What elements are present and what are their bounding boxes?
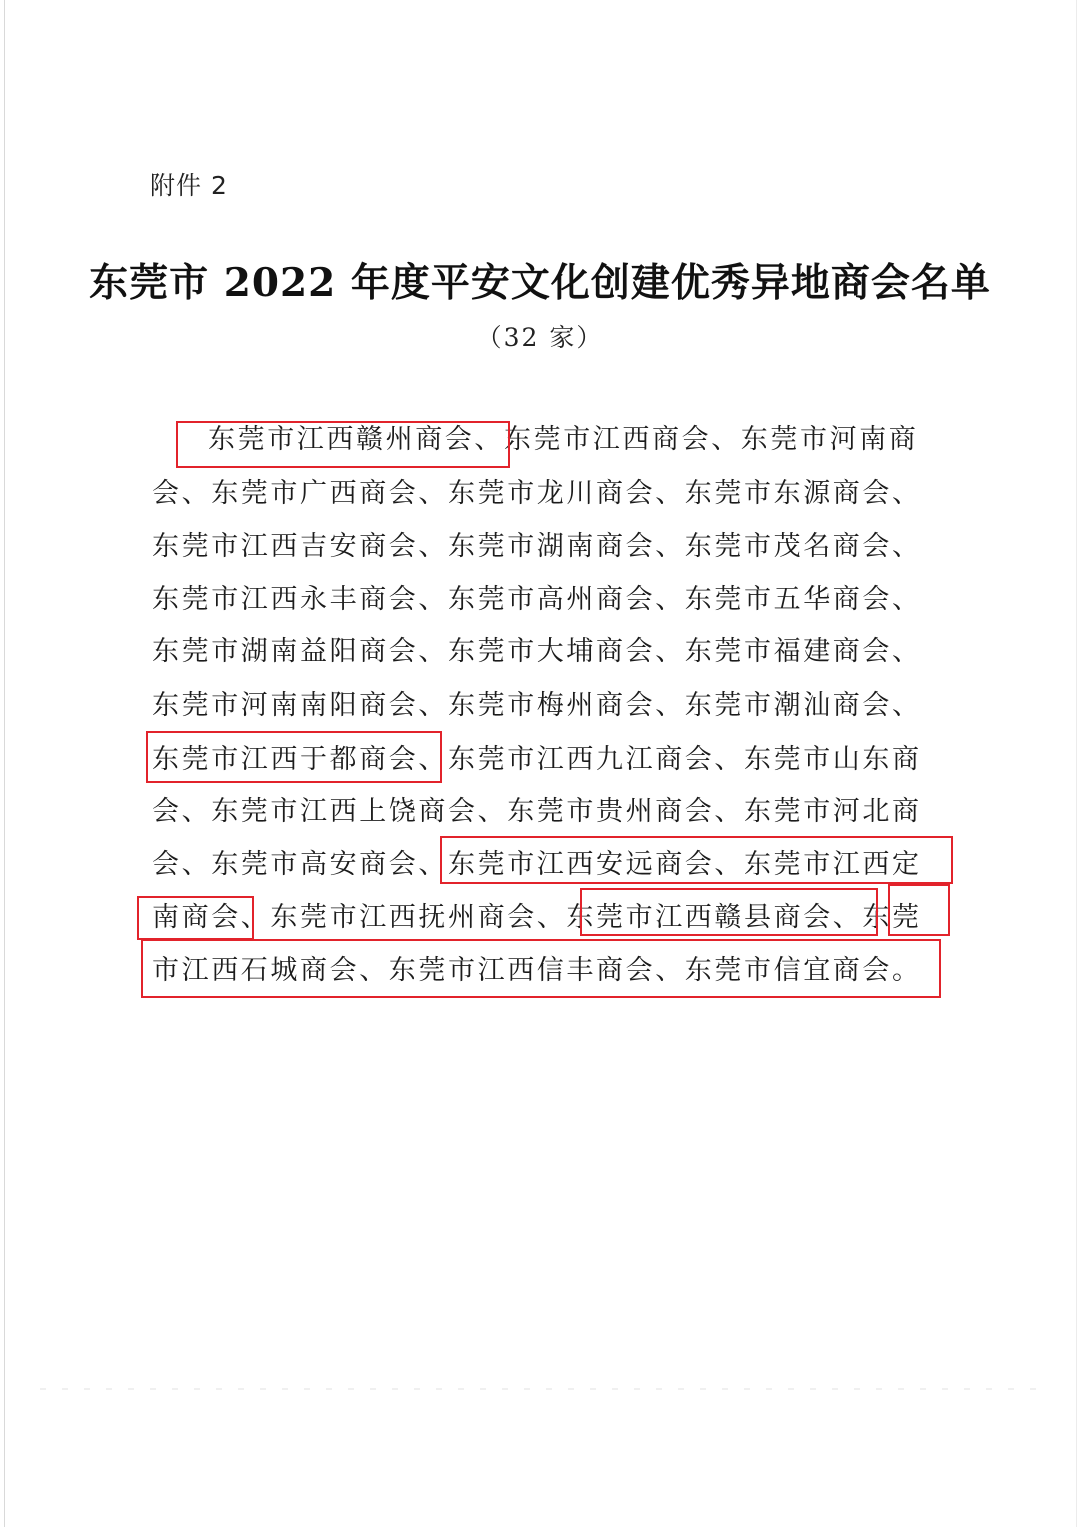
page-edge-left bbox=[4, 0, 5, 1527]
list-line-4: 东莞市江西永丰商会、东莞市高州商会、东莞市五华商会、 bbox=[152, 584, 922, 615]
list-line-3: 东莞市江西吉安商会、东莞市湖南商会、东莞市茂名商会、 bbox=[152, 531, 922, 562]
highlight-box-yudu bbox=[146, 731, 442, 783]
list-line-6: 东莞市河南南阳商会、东莞市梅州商会、东莞市潮汕商会、 bbox=[152, 690, 922, 721]
highlight-box-ganzhou bbox=[176, 421, 510, 468]
highlight-box-anyuan-dingnan-line1 bbox=[440, 836, 953, 884]
list-line-7: 东莞市江西于都商会、东莞市江西九江商会、东莞市山东商 bbox=[152, 744, 922, 775]
highlight-box-shicheng-xinfeng-xinyi bbox=[141, 939, 941, 998]
document-title: 东莞市 2022 年度平安文化创建优秀异地商会名单 bbox=[89, 260, 991, 306]
document-subtitle: （32 家） bbox=[476, 323, 604, 352]
highlight-box-shicheng-line1 bbox=[888, 884, 950, 936]
list-line-5: 东莞市湖南益阳商会、东莞市大埔商会、东莞市福建商会、 bbox=[152, 636, 922, 667]
highlight-box-anyuan-dingnan-line2 bbox=[137, 896, 254, 940]
highlight-box-ganxian bbox=[580, 888, 878, 936]
scan-noise-line bbox=[40, 1388, 1040, 1390]
list-line-1: 东莞市江西赣州商会、东莞市江西商会、东莞市河南商 bbox=[208, 424, 919, 455]
list-line-11: 市江西石城商会、东莞市江西信丰商会、东莞市信宜商会。 bbox=[152, 955, 922, 986]
page-edge-right bbox=[1076, 0, 1077, 1527]
list-line-10: 南商会、东莞市江西抚州商会、东莞市江西赣县商会、东莞 bbox=[152, 902, 922, 933]
list-line-9: 会、东莞市高安商会、东莞市江西安远商会、东莞市江西定 bbox=[152, 849, 922, 880]
attachment-label: 附件 2 bbox=[150, 171, 228, 200]
list-line-2: 会、东莞市广西商会、东莞市龙川商会、东莞市东源商会、 bbox=[152, 478, 922, 509]
list-line-8: 会、东莞市江西上饶商会、东莞市贵州商会、东莞市河北商 bbox=[152, 796, 922, 827]
